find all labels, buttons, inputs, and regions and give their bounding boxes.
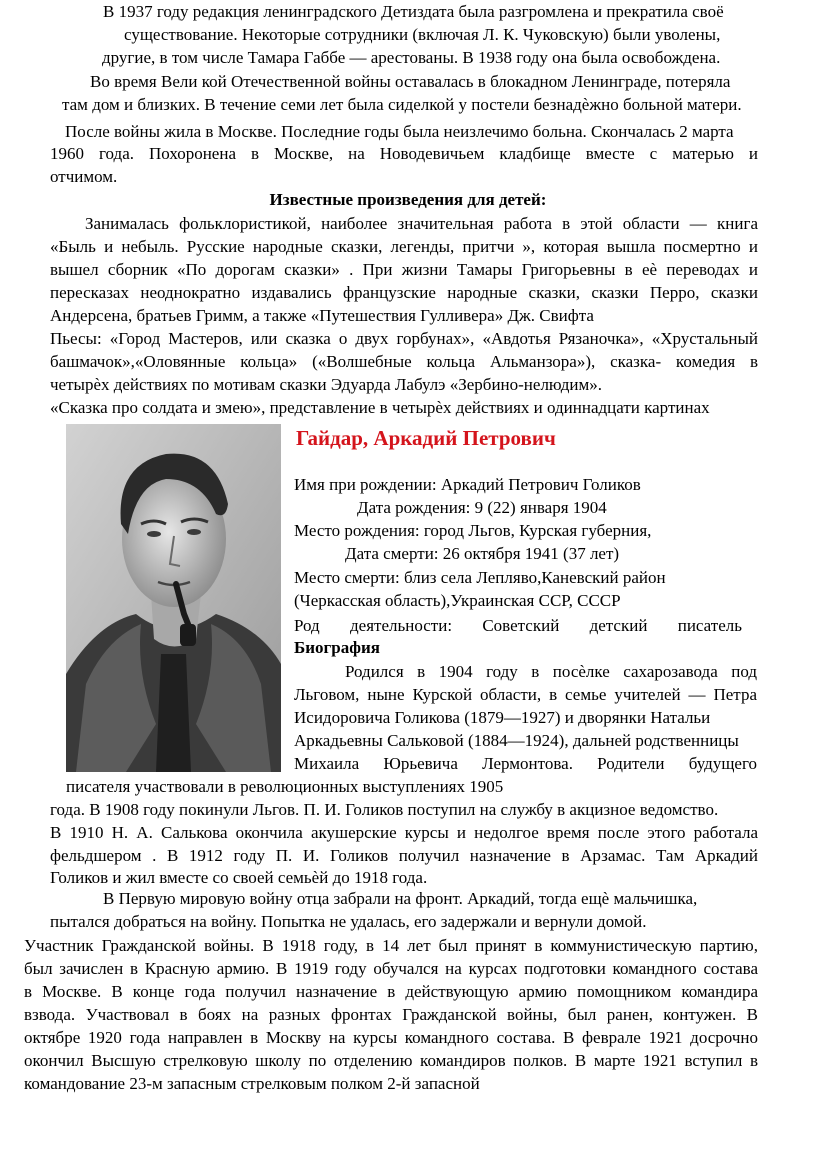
works-line: Занималась фольклористикой, наиболее значительная работа в этой области — книга bbox=[85, 214, 758, 233]
info-line-death-date: Дата смерти: 26 октября 1941 (37 лет) bbox=[345, 544, 620, 563]
intro-line: После войны жила в Москве. Последние годы была неизлечимо больна. Скончалась 2 марта bbox=[65, 122, 734, 141]
bio-line: Исидоровича Голикова (1879—1927) и дворянки Натальи bbox=[294, 708, 711, 727]
civil-war-line: окончил Высшую стрелковую школу по отделению командиров полков. В марте 1921 вступил в bbox=[24, 1051, 758, 1070]
civil-war-line: в Москве. В конце года получил назначение в действующую армию помощником командира bbox=[24, 982, 758, 1001]
works-line: вышел сборник «По дорогам сказки» . При жизни Тамары Григорьевны в еѐ переводах и bbox=[50, 260, 758, 279]
intro-line: 1960 года. Похоронена в Москве, на Новодевичьем кладбище вместе с матерью и bbox=[50, 144, 758, 163]
bio-line: пытался добраться на войну. Попытка не удалась, его задержали и вернули домой. bbox=[50, 912, 647, 931]
intro-line: там дом и близких. В течение семи лет была сиделкой у постели безнадѐжно больной матери. bbox=[62, 95, 742, 114]
intro-line: отчимом. bbox=[50, 167, 118, 186]
bio-line: Голиков и жил вместе со своей семьѐй до 1918 года. bbox=[50, 868, 428, 887]
intro-line: другие, в том числе Тамара Габбе — арестованы. В 1938 году она была освобождена. bbox=[102, 48, 721, 67]
portrait-image bbox=[66, 424, 281, 772]
info-line-birth-place: Место рождения: город Льгов, Курская губерния, bbox=[294, 521, 652, 540]
intro-line: В 1937 году редакция ленинградского Детиздата была разгромлена и прекратила своё bbox=[103, 2, 724, 21]
info-line-death-place: Место смерти: близ села Лепляво,Каневский район bbox=[294, 568, 666, 587]
bio-line: В 1910 Н. А. Салькова окончила акушерские курсы и недолгое время после этого работала bbox=[50, 823, 758, 842]
bio-line: года. В 1908 году покинули Льгов. П. И. Голиков поступил на службу в акцизное ведомство. bbox=[50, 800, 719, 819]
info-line-birth-name: Имя при рождении: Аркадий Петрович Голиков bbox=[294, 475, 641, 494]
bio-line: Льговом, ныне Курской области, в семье учителей — Петра bbox=[294, 685, 757, 704]
info-line-death-region: (Черкасская область),Украинская ССР, СССР bbox=[294, 591, 621, 610]
works-heading: Известные произведения для детей: bbox=[269, 190, 547, 209]
portrait-photo bbox=[66, 424, 281, 772]
bio-line: Родился в 1904 году в посѐлке сахарозавода под bbox=[345, 662, 757, 681]
biography-heading: Биография bbox=[294, 638, 380, 657]
works-line: четырѐх действиях по мотивам сказки Эдуарда Лабулэ «Зербино-нелюдим». bbox=[50, 375, 603, 394]
civil-war-line: был зачислен в Красную армию. В 1919 году обучался на курсах подготовки командного состава bbox=[24, 959, 758, 978]
civil-war-line: взвода. Участвовал в боях на разных фронтах Гражданской войны, был ранен, контужен. В bbox=[24, 1005, 758, 1024]
works-line: «Быль и небыль. Русские народные сказки, легенды, притчи », которая вышла посмертно и bbox=[50, 237, 758, 256]
works-line: Андерсена, братьев Гримм, а также «Путешествия Гулливера» Дж. Свифта bbox=[50, 306, 594, 325]
works-line: Пьесы: «Город Мастеров, или сказка о двух горбунах», «Авдотья Рязаночка», «Хрустальный bbox=[50, 329, 758, 348]
works-line: «Сказка про солдата и змею», представление в четырѐх действиях и одиннадцати картинах bbox=[50, 398, 710, 417]
bio-line: фельдшером . В 1912 году П. И. Голиков получил назначение в Арзамас. Там Аркадий bbox=[50, 846, 758, 865]
bio-line: В Первую мировую войну отца забрали на фронт. Аркадий, тогда ещѐ мальчишка, bbox=[103, 889, 698, 908]
intro-line: Во время Вели кой Отечественной войны оставалась в блокадном Ленинграде, потеряла bbox=[90, 72, 731, 91]
bio-line: Аркадьевны Сальковой (1884—1924), дальней родственницы bbox=[294, 731, 739, 750]
civil-war-line: командование 23-м запасным стрелковым полком 2-й запасной bbox=[24, 1074, 480, 1093]
intro-line: существование. Некоторые сотрудники (включая Л. К. Чуковскую) были уволены, bbox=[124, 25, 721, 44]
civil-war-line: октябре 1920 года направлен в Москву на курсы командного состава. В феврале 1921 досрочно bbox=[24, 1028, 758, 1047]
gaidar-title: Гайдар, Аркадий Петрович bbox=[296, 426, 556, 450]
works-line: башмачок»,«Оловянные кольца» («Волшебные кольца Альманзора»), сказка- комедия в bbox=[50, 352, 758, 371]
works-line: пересказах неоднократно издавались французские народные сказки, сказки Перро, сказки bbox=[50, 283, 758, 302]
bio-line: писателя участвовали в революционных выступлениях 1905 bbox=[66, 777, 504, 796]
civil-war-line: Участник Гражданской войны. В 1918 году, в 14 лет был принят в коммунистическую партию, bbox=[24, 936, 758, 955]
info-line-occupation: Род деятельности: Советский детский писатель bbox=[294, 616, 742, 635]
bio-line: Михаила Юрьевича Лермонтова. Родители будущего bbox=[294, 754, 757, 773]
info-line-birth-date: Дата рождения: 9 (22) января 1904 bbox=[357, 498, 607, 517]
